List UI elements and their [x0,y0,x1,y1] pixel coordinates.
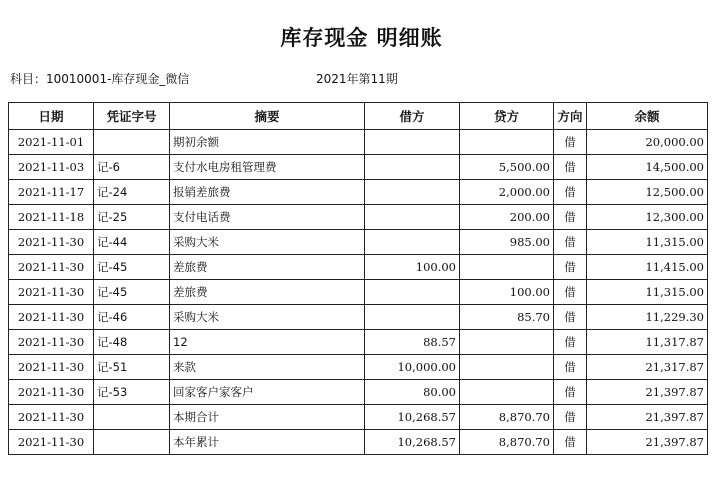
cell-credit: 200.00 [460,205,554,230]
cell-balance: 21,397.87 [587,430,708,455]
cell-debit: 80.00 [365,380,460,405]
cell-direction: 借 [554,405,587,430]
cell-direction: 借 [554,155,587,180]
column-header-date: 日期 [9,103,94,130]
cell-summary: 本年累计 [170,430,365,455]
cell-balance: 11,229.30 [587,305,708,330]
cell-direction: 借 [554,280,587,305]
cell-voucher [94,405,170,430]
cell-direction: 借 [554,230,587,255]
table-row [9,405,708,430]
cell-voucher: 记-51 [94,355,170,380]
cell-voucher: 记-45 [94,280,170,305]
cell-debit [365,230,460,255]
cell-direction: 借 [554,180,587,205]
cell-summary: 期初余额 [170,130,365,155]
cell-balance: 11,315.00 [587,230,708,255]
cell-date: 2021-11-30 [9,305,94,330]
table-row [9,305,708,330]
cell-voucher: 记-48 [94,330,170,355]
cell-balance: 21,317.87 [587,355,708,380]
table-row [9,380,708,405]
cell-balance: 12,300.00 [587,205,708,230]
cell-voucher [94,430,170,455]
page-title: 库存现金 明细账 [280,26,443,50]
cell-summary: 12 [170,330,365,355]
cell-direction: 借 [554,430,587,455]
cell-credit: 8,870.70 [460,430,554,455]
cell-balance: 21,397.87 [587,380,708,405]
cell-debit: 88.57 [365,330,460,355]
cell-credit [460,355,554,380]
cell-debit: 10,268.57 [365,430,460,455]
cell-debit [365,180,460,205]
table-row [9,255,708,280]
cell-debit: 100.00 [365,255,460,280]
cell-balance: 21,397.87 [587,405,708,430]
cell-credit: 2,000.00 [460,180,554,205]
cell-direction: 借 [554,205,587,230]
cell-balance: 11,415.00 [587,255,708,280]
cell-voucher: 记-6 [94,155,170,180]
cell-credit: 85.70 [460,305,554,330]
column-header-balance: 余额 [587,103,708,130]
cell-date: 2021-11-30 [9,255,94,280]
cell-credit [460,255,554,280]
cell-summary: 来款 [170,355,365,380]
cell-credit: 100.00 [460,280,554,305]
table-row [9,180,708,205]
cell-date: 2021-11-30 [9,330,94,355]
cell-voucher: 记-44 [94,230,170,255]
cell-date: 2021-11-17 [9,180,94,205]
cell-date: 2021-11-30 [9,380,94,405]
ledger-table [8,102,708,455]
cell-credit [460,380,554,405]
table-row [9,130,708,155]
cell-direction: 借 [554,330,587,355]
cell-voucher: 记-45 [94,255,170,280]
cell-debit [365,305,460,330]
table-row [9,430,708,455]
cell-debit [365,155,460,180]
column-header-debit: 借方 [365,103,460,130]
column-header-credit: 贷方 [460,103,554,130]
cell-credit: 8,870.70 [460,405,554,430]
cell-summary: 采购大米 [170,230,365,255]
cell-summary: 支付水电房租管理费 [170,155,365,180]
cell-credit [460,130,554,155]
column-header-direction: 方向 [554,103,587,130]
cell-balance: 11,315.00 [587,280,708,305]
column-header-summary: 摘要 [170,103,365,130]
cell-summary: 差旅费 [170,280,365,305]
cell-direction: 借 [554,130,587,155]
table-row [9,205,708,230]
cell-debit [365,130,460,155]
cell-debit: 10,268.57 [365,405,460,430]
table-row [9,230,708,255]
cell-balance: 20,000.00 [587,130,708,155]
cell-date: 2021-11-18 [9,205,94,230]
cell-summary: 本期合计 [170,405,365,430]
cell-summary: 差旅费 [170,255,365,280]
cell-date: 2021-11-01 [9,130,94,155]
cell-credit: 5,500.00 [460,155,554,180]
cell-summary: 采购大米 [170,305,365,330]
table-row [9,355,708,380]
cell-date: 2021-11-30 [9,430,94,455]
cell-summary: 报销差旅费 [170,180,365,205]
cell-voucher: 记-53 [94,380,170,405]
cell-date: 2021-11-30 [9,405,94,430]
table-row [9,330,708,355]
cell-debit: 10,000.00 [365,355,460,380]
cell-voucher: 记-25 [94,205,170,230]
cell-voucher: 记-24 [94,180,170,205]
cell-balance: 11,317.87 [587,330,708,355]
cell-summary: 回家客户家客户 [170,380,365,405]
cell-date: 2021-11-30 [9,355,94,380]
cell-direction: 借 [554,380,587,405]
cell-date: 2021-11-30 [9,230,94,255]
column-header-voucher: 凭证字号 [94,103,170,130]
account-subject: 科目：10010001-库存现金_微信 [10,72,190,86]
cell-direction: 借 [554,355,587,380]
cell-balance: 12,500.00 [587,180,708,205]
cell-date: 2021-11-03 [9,155,94,180]
ledger-body [9,130,708,455]
table-header-row [9,103,708,130]
cell-credit [460,330,554,355]
cell-voucher: 记-46 [94,305,170,330]
cell-direction: 借 [554,305,587,330]
cell-voucher [94,130,170,155]
cell-summary: 支付电话费 [170,205,365,230]
cell-date: 2021-11-30 [9,280,94,305]
cell-direction: 借 [554,255,587,280]
cell-credit: 985.00 [460,230,554,255]
table-row [9,280,708,305]
accounting-period: 2021年第11期 [316,72,398,86]
cell-balance: 14,500.00 [587,155,708,180]
cell-debit [365,280,460,305]
cell-debit [365,205,460,230]
table-row [9,155,708,180]
